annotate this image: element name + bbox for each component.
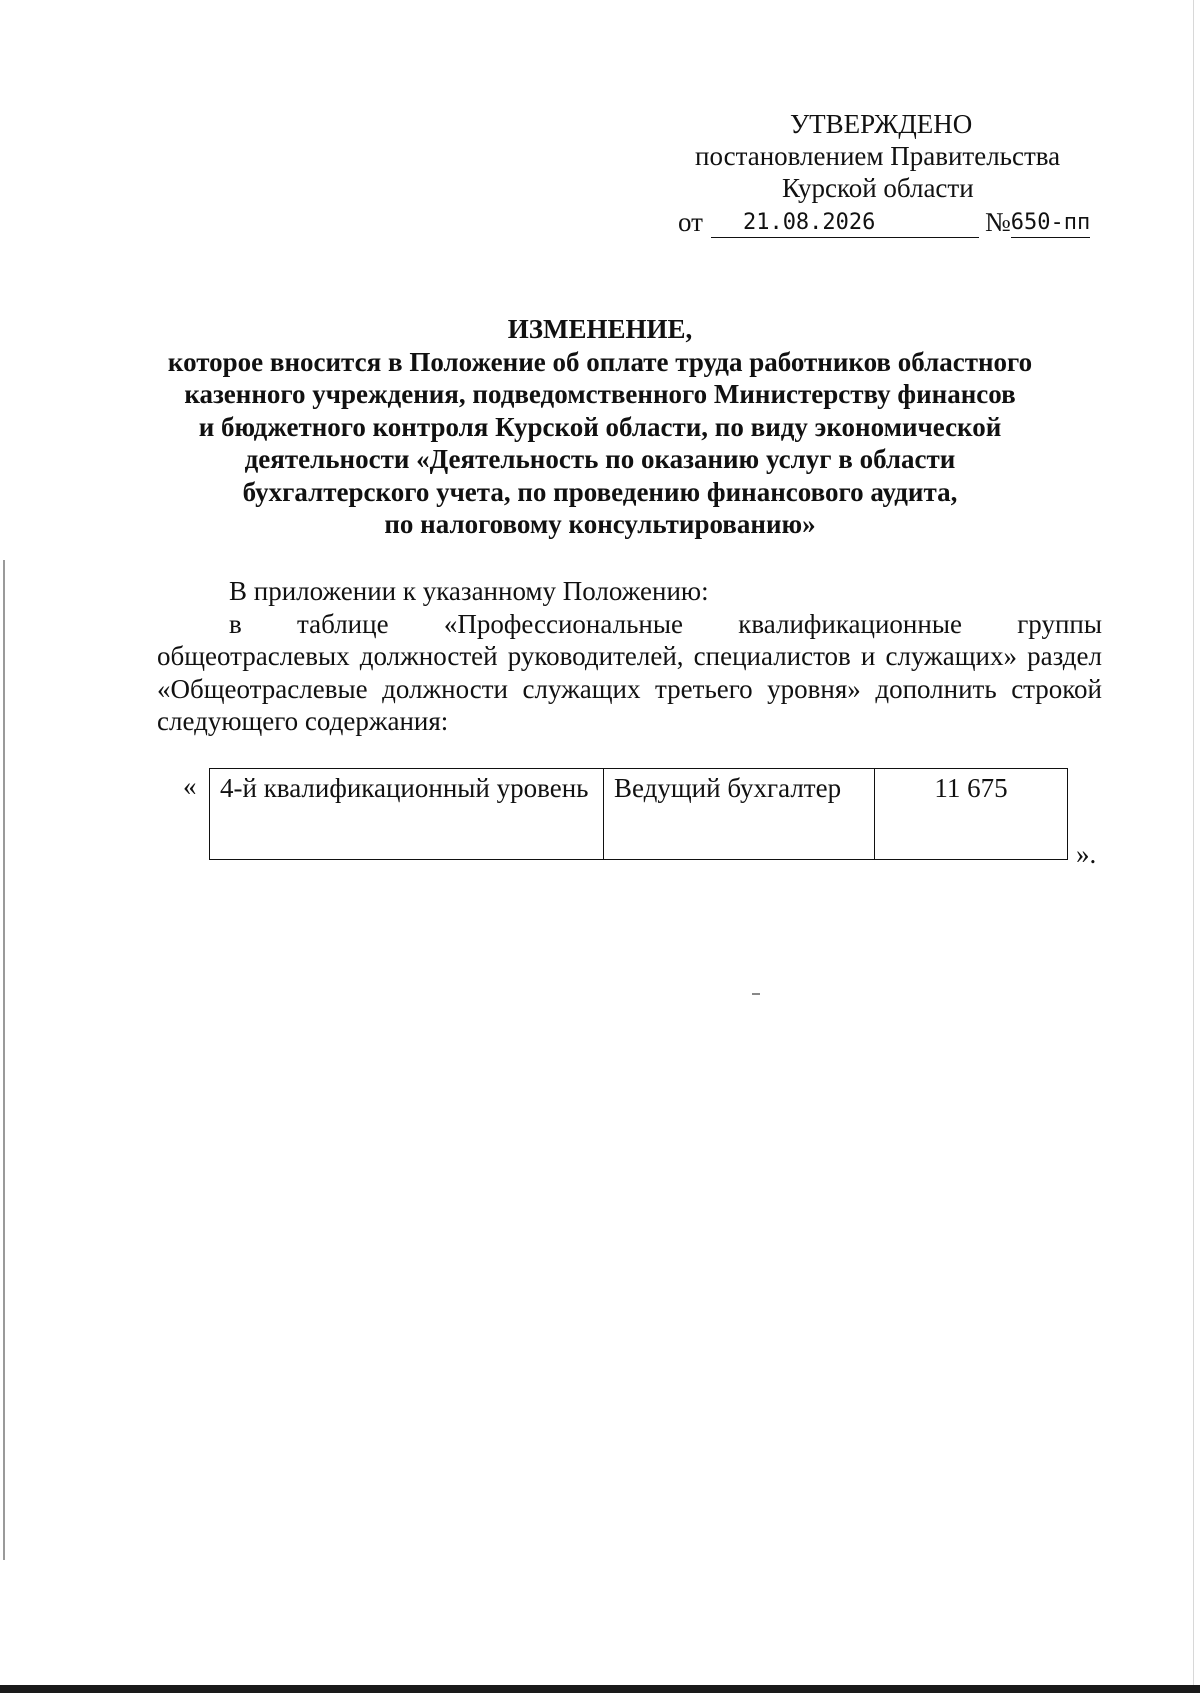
scan-edge-left: [3, 560, 5, 1560]
scan-edge-bottom: [0, 1685, 1200, 1693]
approval-block: [650, 108, 1110, 238]
subtitle-line: по налоговому консультированию»: [384, 509, 816, 539]
subtitle-line: деятельности «Деятельность по оказанию услуг в области: [244, 444, 956, 474]
scan-edge-right: [1193, 0, 1194, 1693]
salary-cell: 11 675: [875, 769, 1068, 860]
from-label: от: [678, 207, 703, 237]
document-title: ИЗМЕНЕНИЕ,: [507, 314, 693, 344]
inserted-row-table: [209, 768, 1068, 860]
approval-date-line: [678, 206, 1110, 238]
body-text: [157, 575, 1102, 738]
approval-by: постановлением Правительства: [695, 141, 1061, 171]
subtitle-line: которое вносится в Положение об оплате труда работников областного: [167, 346, 1033, 377]
number-label: №: [984, 207, 1011, 237]
subtitle-line: и бюджетного контроля Курской области, по виду экономической: [198, 411, 1002, 442]
intro-paragraph: В приложении к указанному Положению:: [229, 576, 709, 606]
document-heading: [150, 313, 1050, 541]
approval-region: Курской области: [782, 173, 974, 203]
subtitle-line: бухгалтерского учета, по проведению финансового аудита,: [242, 476, 958, 507]
approval-number: 650-пп: [1011, 209, 1090, 238]
qualification-level-cell: 4-й квалификационный уровень: [210, 769, 604, 860]
table-row: [210, 769, 1068, 860]
scan-speck: [752, 993, 760, 995]
approval-date: 21.08.2026: [711, 209, 979, 238]
open-quote: «: [183, 771, 197, 801]
approval-title: УТВЕРЖДЕНО: [790, 109, 973, 139]
subtitle-line: казенного учреждения, подведомственного Министерству финансов: [184, 379, 1016, 409]
position-cell: Ведущий бухгалтер: [604, 769, 875, 860]
close-quote: ».: [1076, 839, 1097, 869]
instruction-paragraph: в таблице «Профессиональные квалификационные группы общеотраслевых должностей руководителей, специалистов и служащих» раздел «Общеотраслевые должности служащих третьего уровня» дополнить строкой следующего содержания:: [157, 608, 1102, 736]
